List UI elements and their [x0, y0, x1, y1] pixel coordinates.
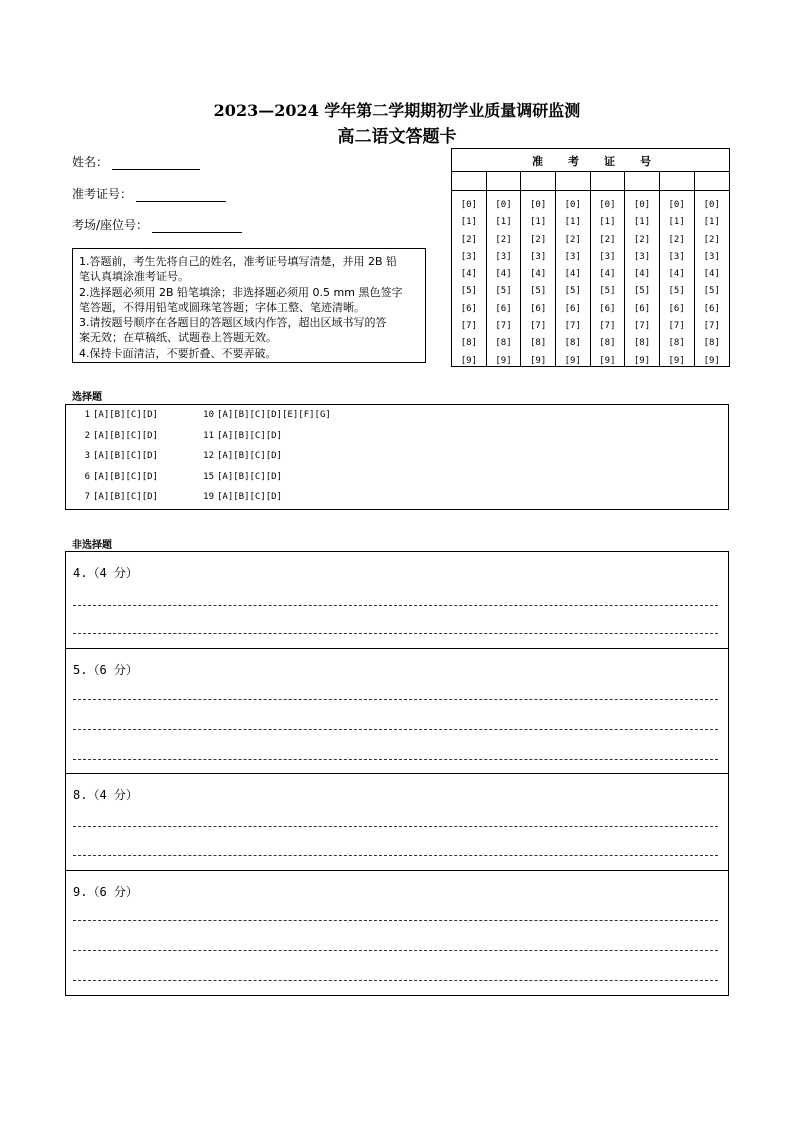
- choice-question-number: 15: [203, 471, 214, 482]
- admission-digit-bubble[interactable]: [6]: [529, 303, 547, 314]
- notice-line: 4.保持卡面清洁，不要折叠、不要弄破。: [79, 346, 277, 360]
- admission-digit-column: [694, 171, 729, 366]
- admission-digit-bubble[interactable]: [7]: [495, 321, 512, 332]
- choice-question-row: [202, 431, 282, 441]
- answer-line[interactable]: [73, 950, 718, 951]
- room-seat-input-line[interactable]: [152, 220, 242, 233]
- admission-digit-bubble[interactable]: [7]: [599, 321, 616, 332]
- notice-line: 笔答题，不得用铅笔或圆珠笔答题；字体工整、笔迹清晰。: [79, 300, 365, 314]
- name-field: [72, 153, 200, 170]
- answer-line[interactable]: [73, 855, 718, 856]
- choice-question-number: 10: [203, 410, 214, 420]
- admission-digit-bubble[interactable]: [3]: [668, 251, 685, 262]
- admission-digit-bubble[interactable]: [1]: [529, 217, 547, 228]
- choice-answer-area: [65, 404, 729, 510]
- admission-digit-bubble[interactable]: [2]: [529, 234, 547, 245]
- admission-digit-write-box[interactable]: [660, 171, 694, 191]
- admission-digit-bubble[interactable]: [7]: [564, 321, 581, 332]
- name-input-line[interactable]: [112, 157, 200, 170]
- notice-line: 1.答题前，考生先将自己的姓名，准考证号填写清楚，并用 2B 铅: [79, 255, 398, 268]
- room-seat-label: 考场/座位号：: [72, 218, 149, 232]
- choice-question-row: [202, 472, 282, 482]
- admission-digit-bubble[interactable]: [1]: [703, 217, 720, 228]
- notice-line: 3.请按题号顺序在各题目的答题区域内作答，超出区域书写的答: [79, 316, 387, 330]
- answer-line[interactable]: [73, 826, 718, 827]
- admission-digit-bubble[interactable]: [6]: [703, 303, 720, 314]
- answer-box-q4: [65, 551, 729, 649]
- admission-digit-bubble[interactable]: [9]: [599, 355, 616, 366]
- admission-digit-bubble[interactable]: [5]: [633, 286, 651, 297]
- admission-digit-column: [591, 171, 626, 366]
- answer-box-q9: [65, 870, 729, 996]
- answer-box-q8: [65, 773, 729, 871]
- admission-digit-bubble[interactable]: [9]: [460, 355, 477, 366]
- notice-line: 案无效；在草稿纸、试题卷上答题无效。: [79, 331, 277, 345]
- admission-digit-bubble[interactable]: [6]: [460, 303, 477, 314]
- admission-title-char: 号: [640, 155, 651, 168]
- admission-digit-bubble[interactable]: [4]: [599, 269, 616, 280]
- admission-digit-bubble[interactable]: [0]: [529, 200, 547, 210]
- admission-digit-bubble[interactable]: [3]: [703, 251, 720, 262]
- admission-digit-bubble[interactable]: [0]: [633, 200, 651, 210]
- admission-digit-bubble[interactable]: [6]: [599, 303, 616, 314]
- answer-line[interactable]: [73, 729, 718, 730]
- admission-digit-bubble[interactable]: [5]: [460, 286, 477, 297]
- choice-option-bubbles[interactable]: [A][B][C][D][E][F][G]: [217, 410, 331, 420]
- admission-digit-bubble[interactable]: [2]: [599, 234, 616, 245]
- admission-digit-bubble[interactable]: [8]: [633, 338, 651, 349]
- choice-question-row: [78, 431, 158, 441]
- choice-question-number: 12: [203, 451, 214, 461]
- title-line-2: 高二语文答题卡: [337, 127, 457, 147]
- choice-question-row: [78, 492, 158, 502]
- choice-question-row: [78, 451, 158, 461]
- admission-digit-bubble[interactable]: [9]: [564, 355, 581, 366]
- admission-digit-column: [625, 171, 660, 366]
- admission-digit-bubble[interactable]: [8]: [460, 338, 477, 349]
- admission-digit-bubble[interactable]: [8]: [564, 338, 581, 349]
- admission-digit-bubble[interactable]: [4]: [529, 269, 547, 280]
- admission-digit-bubble[interactable]: [1]: [633, 217, 651, 228]
- exam-id-field: [72, 185, 226, 202]
- admission-digit-bubble[interactable]: [1]: [564, 217, 581, 228]
- admission-digit-bubble[interactable]: [0]: [564, 200, 581, 210]
- admission-title: [452, 149, 729, 172]
- choice-question-number: 11: [203, 430, 214, 441]
- choice-option-bubbles[interactable]: [A][B][C][D]: [217, 430, 283, 441]
- admission-digit-bubble[interactable]: [2]: [564, 234, 581, 245]
- admission-digit-bubble[interactable]: [0]: [460, 200, 477, 210]
- admission-digit-column: [521, 171, 556, 366]
- admission-digit-bubble[interactable]: [3]: [564, 251, 581, 262]
- admission-digit-bubble[interactable]: [3]: [460, 251, 477, 262]
- answer-line[interactable]: [73, 699, 718, 700]
- admission-title-char: 准: [532, 155, 543, 168]
- admission-digit-bubble[interactable]: [8]: [668, 338, 685, 349]
- admission-digit-bubble[interactable]: [1]: [495, 217, 512, 228]
- admission-digit-column: [556, 171, 591, 366]
- admission-digit-bubble[interactable]: [2]: [703, 234, 720, 245]
- admission-digit-bubble[interactable]: [5]: [495, 286, 512, 297]
- exam-id-label: 准考证号：: [72, 187, 133, 201]
- admission-digit-bubble[interactable]: [0]: [495, 200, 512, 210]
- admission-digit-bubble[interactable]: [7]: [668, 321, 685, 332]
- answer-line[interactable]: [73, 633, 718, 634]
- choice-question-number: 2: [84, 430, 90, 441]
- admission-digit-bubble[interactable]: [6]: [668, 303, 685, 314]
- admission-digit-bubble[interactable]: [5]: [564, 286, 581, 297]
- admission-digit-bubble[interactable]: [9]: [633, 355, 651, 366]
- choice-question-row: [78, 410, 158, 420]
- admission-digit-bubble[interactable]: [4]: [460, 269, 477, 280]
- admission-digit-bubble[interactable]: [2]: [633, 234, 651, 245]
- choice-question-row: [202, 410, 331, 420]
- admission-digit-bubble[interactable]: [8]: [495, 338, 512, 349]
- answer-line[interactable]: [73, 920, 718, 921]
- title-line-1: 2023—2024 学年第二学期期初学业质量调研监测: [213, 101, 581, 120]
- admission-digit-write-box[interactable]: [694, 171, 729, 191]
- admission-digit-bubble[interactable]: [2]: [495, 234, 512, 245]
- exam-id-input-line[interactable]: [136, 189, 226, 202]
- admission-digit-bubble[interactable]: [3]: [599, 251, 616, 262]
- admission-digit-bubble[interactable]: [6]: [633, 303, 651, 314]
- admission-digit-bubble[interactable]: [5]: [599, 286, 616, 297]
- admission-digit-bubble[interactable]: [3]: [633, 251, 651, 262]
- admission-digit-write-box[interactable]: [487, 171, 521, 191]
- choice-question-row: [202, 492, 282, 502]
- choice-question-number: 3: [84, 451, 90, 461]
- admission-digit-bubble[interactable]: [5]: [703, 286, 720, 297]
- admission-digit-bubble[interactable]: [4]: [633, 269, 651, 280]
- admission-digit-bubble[interactable]: [9]: [668, 355, 685, 366]
- question-label: 5.（6 分）: [73, 663, 138, 677]
- notice-line: 2.选择题必须用 2B 铅笔填涂；非选择题必须用 0.5 mm 黑色签字: [79, 285, 403, 299]
- room-seat-field: [72, 216, 242, 233]
- question-label: 4.（4 分）: [73, 566, 138, 580]
- admission-digit-bubble[interactable]: [1]: [668, 217, 685, 228]
- admission-digit-bubble[interactable]: [4]: [668, 269, 685, 280]
- admission-digit-bubble[interactable]: [2]: [668, 234, 685, 245]
- admission-digit-bubble[interactable]: [7]: [703, 321, 720, 332]
- notice-box: [72, 248, 426, 363]
- answer-line[interactable]: [73, 605, 718, 606]
- admission-number-grid: [451, 148, 730, 367]
- choice-option-bubbles[interactable]: [A][B][C][D]: [93, 451, 159, 461]
- choice-question-number: 19: [203, 492, 214, 502]
- choice-option-bubbles[interactable]: [A][B][C][D]: [93, 430, 159, 441]
- admission-digit-bubble[interactable]: [0]: [668, 200, 685, 210]
- admission-digit-bubble[interactable]: [7]: [529, 321, 547, 332]
- choice-option-bubbles[interactable]: [A][B][C][D]: [93, 410, 159, 420]
- admission-digit-bubble[interactable]: [9]: [495, 355, 512, 366]
- choice-section-label: 选择题: [72, 392, 102, 403]
- notice-line: 笔认真填涂准考证号。: [79, 270, 189, 284]
- admission-digit-bubble[interactable]: [6]: [495, 303, 512, 314]
- choice-option-bubbles[interactable]: [A][B][C][D]: [217, 471, 283, 482]
- admission-digit-bubble[interactable]: [4]: [703, 269, 720, 280]
- answer-line[interactable]: [73, 980, 718, 981]
- choice-question-row: [202, 451, 282, 461]
- choice-option-bubbles[interactable]: [A][B][C][D]: [93, 471, 159, 482]
- admission-digit-bubble[interactable]: [7]: [460, 321, 477, 332]
- admission-digit-bubble[interactable]: [1]: [599, 217, 616, 228]
- admission-digit-column: [452, 171, 487, 366]
- answer-box-q5: [65, 648, 729, 774]
- admission-digit-bubble[interactable]: [4]: [495, 269, 512, 280]
- admission-digit-bubble[interactable]: [4]: [564, 269, 581, 280]
- admission-digit-bubble[interactable]: [6]: [564, 303, 581, 314]
- name-label: 姓名：: [72, 155, 109, 169]
- admission-digit-write-box[interactable]: [591, 171, 625, 191]
- non-choice-section-label: 非选择题: [72, 540, 112, 551]
- question-label: 9.（6 分）: [73, 885, 138, 899]
- admission-digit-write-box[interactable]: [521, 171, 555, 191]
- admission-title-char: 证: [604, 155, 615, 168]
- admission-digit-bubble[interactable]: [8]: [529, 338, 547, 349]
- choice-option-bubbles[interactable]: [A][B][C][D]: [93, 492, 159, 502]
- choice-question-row: [78, 472, 158, 482]
- admission-digit-bubble[interactable]: [3]: [495, 251, 512, 262]
- admission-digit-bubble[interactable]: [8]: [599, 338, 616, 349]
- choice-question-number: 1: [84, 410, 90, 420]
- admission-title-char: 考: [568, 155, 579, 168]
- admission-digit-write-box[interactable]: [556, 171, 590, 191]
- admission-digit-bubble[interactable]: [9]: [529, 355, 547, 366]
- admission-digit-write-box[interactable]: [452, 171, 486, 191]
- admission-digit-bubble[interactable]: [2]: [460, 234, 477, 245]
- admission-digit-bubble[interactable]: [3]: [529, 251, 547, 262]
- admission-digit-bubble[interactable]: [0]: [599, 200, 616, 210]
- admission-digit-column: [660, 171, 695, 366]
- admission-digit-column: [487, 171, 522, 366]
- admission-digit-write-box[interactable]: [625, 171, 659, 191]
- admission-digit-bubble[interactable]: [7]: [633, 321, 651, 332]
- question-label: 8.（4 分）: [73, 788, 138, 802]
- admission-digit-bubble[interactable]: [5]: [668, 286, 685, 297]
- choice-option-bubbles[interactable]: [A][B][C][D]: [217, 492, 283, 502]
- admission-digit-bubble[interactable]: [5]: [529, 286, 547, 297]
- answer-line[interactable]: [73, 759, 718, 760]
- admission-digit-bubble[interactable]: [1]: [460, 217, 477, 228]
- choice-question-number: 6: [84, 471, 90, 482]
- admission-digit-bubble[interactable]: [0]: [703, 200, 720, 210]
- choice-question-number: 7: [84, 492, 90, 502]
- admission-digit-bubble[interactable]: [9]: [703, 355, 720, 366]
- admission-digit-bubble[interactable]: [8]: [703, 338, 720, 349]
- choice-option-bubbles[interactable]: [A][B][C][D]: [217, 451, 283, 461]
